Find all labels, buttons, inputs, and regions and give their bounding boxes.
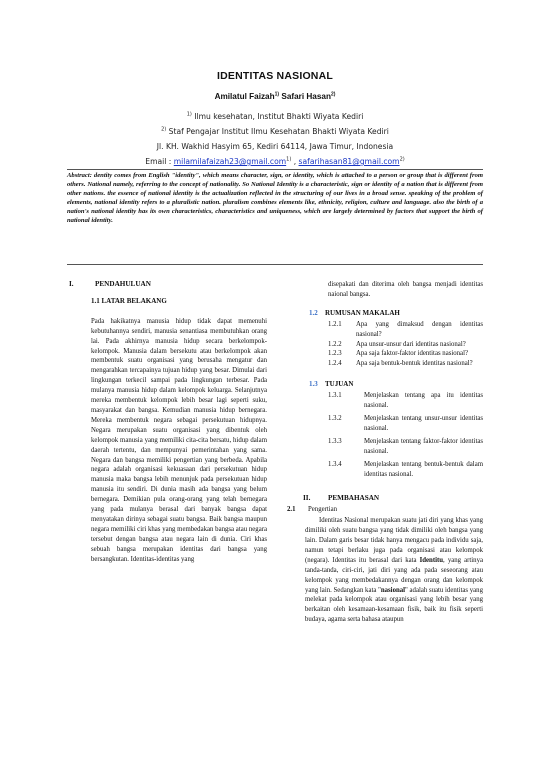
section-1-number: I. (69, 280, 74, 288)
affiliation-address: Jl. KH. Wakhid Hasyim 65, Kediri 64114, Jawa Timur, Indonesia (156, 142, 394, 151)
item-text: Menjelaskan tentang unsur-unsur identitas nasional. (364, 414, 483, 432)
author-1-marker: 1) (274, 91, 280, 98)
affiliation-1-marker: 1) (186, 111, 192, 118)
item-text: Apa yang dimaksud dengan identitas nasional? (356, 320, 483, 338)
affiliation-2-text: Staf Pengajar Institut Ilmu Kesehatan Bhakti Wiyata Kediri (166, 127, 389, 136)
pengertian-bold-2: nasional (380, 586, 406, 594)
subsection-1-2-heading (309, 309, 483, 319)
subsection-1-1-heading: 1.1 LATAR BELAKANG (91, 296, 167, 305)
section-2-number: II. (303, 494, 311, 503)
subsection-1-3-heading (309, 380, 483, 390)
item-text: Apa saja bentuk-bentuk identitas nasional? (356, 360, 473, 368)
email-line (0, 157, 550, 166)
left-column (67, 280, 267, 564)
list-item (328, 320, 483, 340)
subsection-1-3-title: TUJUAN (325, 380, 354, 389)
item-number: 1.3.1 (328, 392, 342, 400)
tujuan-list (328, 391, 483, 479)
pengertian-bold-1: Identitu (419, 556, 444, 564)
pengertian-paragraph (305, 516, 483, 625)
item-number: 1.3.4 (328, 460, 342, 468)
subsection-1-3-number: 1.3 (309, 380, 318, 389)
rumusan-list (328, 320, 483, 370)
item-text: Menjelaskan tentang bentuk-bentuk dalam identitas nasional. (364, 460, 483, 478)
item-number: 1.2.3 (328, 350, 342, 358)
email-link-1[interactable]: milamilafaizah23@gmail.com (173, 157, 287, 166)
item-text: Apa saja faktor-faktor identitas nasional? (356, 350, 468, 358)
item-text: Apa unsur-unsur dari identitas nasional? (356, 340, 466, 348)
abstract: Abstract: dentity comes from English "identity", which means character, sign, or identity, which is attached to a person or group that is different from others. National namely, referring to the concept of nationality. So National Identity is a characteristic, sign or identity of a nation that is different from other nations. the essence of national identity is the actualization reflected in the structuring of our lives in a broad sense. speaking of the problem of elements, national identity refers to a pluralistic nation. pluralism combines elements like, ethnicity, religion, culture and language. also the birth of a nation's national identity has its own characteristics, characteristics and uniqueness, which are largely determined by factors that support the birth of national identity. (67, 172, 483, 224)
item-text: Menjelaskan tentang apa itu identitas nasional. (364, 392, 483, 410)
affiliation-2 (0, 127, 550, 136)
latar-belakang-paragraph: Pada hakikatnya manusia hidup tidak dapat memenuhi kebutuhannya sendiri, manusia senantiasa membutuhkan orang lai. Pada akhirnya manusia hidup secara berkelompok-kelompok. Manusia dalam bersekutu atau berkelompok akan membentuk suatu organisasi yang berusaha mengatur dan mengarahkan tercapainya tujuan hidup yang besar. Dimulai dari lingkungan terkecil sampai pada lingkungan terbesar. Pada mulanya manusia hidup dalam kelompok keluarga. Selanjutnya mereka membentuk kelompok lebih besar lagi seperti suku, masyarakat dan bangsa. Kemudian manusia hidup bernegara. Mereka membentuk negara sebagai persekutuan hidupnya. Negara merupakan suatu organisasi yang dibentuk oleh kelompok manusia yang memiliki cita-cita bersatu, hidup dalam daerah tertentu, dan mempunyai pemerintahan yang sama. Negara dan bangsa memiliki pengertian yang berbeda. Apabila negara adalah organisasi kekuasaan dari persekutuan hidup manusia maka bangsa lebih menunjuk pada persekutuan hidup manusia itu sendiri. Di dunia masih ada bangsa yang belum bernegara. Demikian pula orang-orang yang telah bernegara yang pada mulanya berasal dari banyak bangsa dapat menyatakan dirinya sebagai suatu bangsa. Baik bangsa maupun negara memiliki ciri khas yang membedakan bangsa atau negara tersebut dengan bangsa atau negara lain di dunia. Ciri khas sebuah bangsa merupakan identitas dari bangsa yang bersangkutan. Identitas-identitas yang (91, 317, 267, 563)
email-1-marker: 1) (286, 156, 292, 163)
subsection-1-2-title: RUMUSAN MAKALAH (325, 308, 400, 317)
email-link-2[interactable]: safarihasan81@gmail.com (298, 157, 400, 166)
item-number: 1.2.4 (328, 360, 342, 368)
continued-paragraph: disepakati dan diterima oleh bangsa menjadi identitas naional bangsa. (328, 281, 483, 298)
author-2: Safari Hasan (279, 92, 331, 101)
paper-title: IDENTITAS NASIONAL (217, 70, 333, 82)
list-item (328, 391, 483, 411)
pengertian-text-3: " adalah suatu identitas yang melekat pada kelompok atau organisasi yang lebih besar yang berkaitan oleh kesamaan-kesamaan fisik, baik itu fisik seperti budaya, agama serta bahasa ataupun (305, 586, 483, 624)
item-text: Menjelaskan tentang faktor-faktor identitas nasional. (364, 437, 483, 455)
subsection-2-1-title: Pengertian (308, 506, 338, 514)
email-2-marker: 2) (399, 156, 405, 163)
author-line (0, 92, 550, 101)
affiliation-1-text: Ilmu kesehatan, Institut Bhakti Wiyata Kediri (191, 112, 364, 121)
section-1-title: PENDAHULUAN (95, 280, 151, 288)
email-label: Email : (145, 157, 174, 166)
subsection-2-1-heading (287, 505, 483, 515)
section-2-title: PEMBAHASAN (328, 494, 380, 503)
email-separator: , (291, 157, 299, 166)
subsection-1-2-number: 1.2 (309, 308, 318, 317)
subsection-2-1-number: 2.1 (287, 506, 296, 514)
pengertian-text-1: Identitas Nasional merupakan suatu jati diri yang khas yang dimiliki oleh suatu bangsa yang tidak dimiliki oleh bangsa yang lain. Dalam garis besar tidak hanya mengacu pada individu saja, namun tetapi berlaku juga pada organisasi atau kelompok (negara). Identitas itu berasal dari kata (305, 517, 483, 564)
item-number: 1.2.1 (328, 320, 342, 328)
list-item (328, 349, 483, 359)
item-number: 1.2.2 (328, 340, 342, 348)
affiliation-1 (0, 112, 550, 121)
author-1: Amilatul Faizah (214, 92, 275, 101)
item-number: 1.3.2 (328, 414, 342, 422)
item-number: 1.3.3 (328, 437, 342, 445)
affiliation-2-marker: 2) (161, 126, 167, 133)
right-column (283, 280, 483, 625)
list-item (328, 414, 483, 434)
pengertian-text-2: , yang artinya tanda-tanda, ciri-ciri, jati diri yang ada pada seseorang atau kelompok yang membedakannya dengan orang dan kelompok yang lain. Sedangkan kata " (305, 556, 483, 594)
author-2-marker: 2) (330, 91, 336, 98)
list-item (328, 437, 483, 457)
abstract-bottom-rule (67, 264, 483, 265)
list-item (328, 359, 483, 369)
section-2-heading (303, 494, 483, 504)
abstract-top-rule (67, 169, 483, 170)
list-item (328, 460, 483, 480)
section-1-heading (69, 280, 267, 290)
list-item (328, 340, 483, 350)
